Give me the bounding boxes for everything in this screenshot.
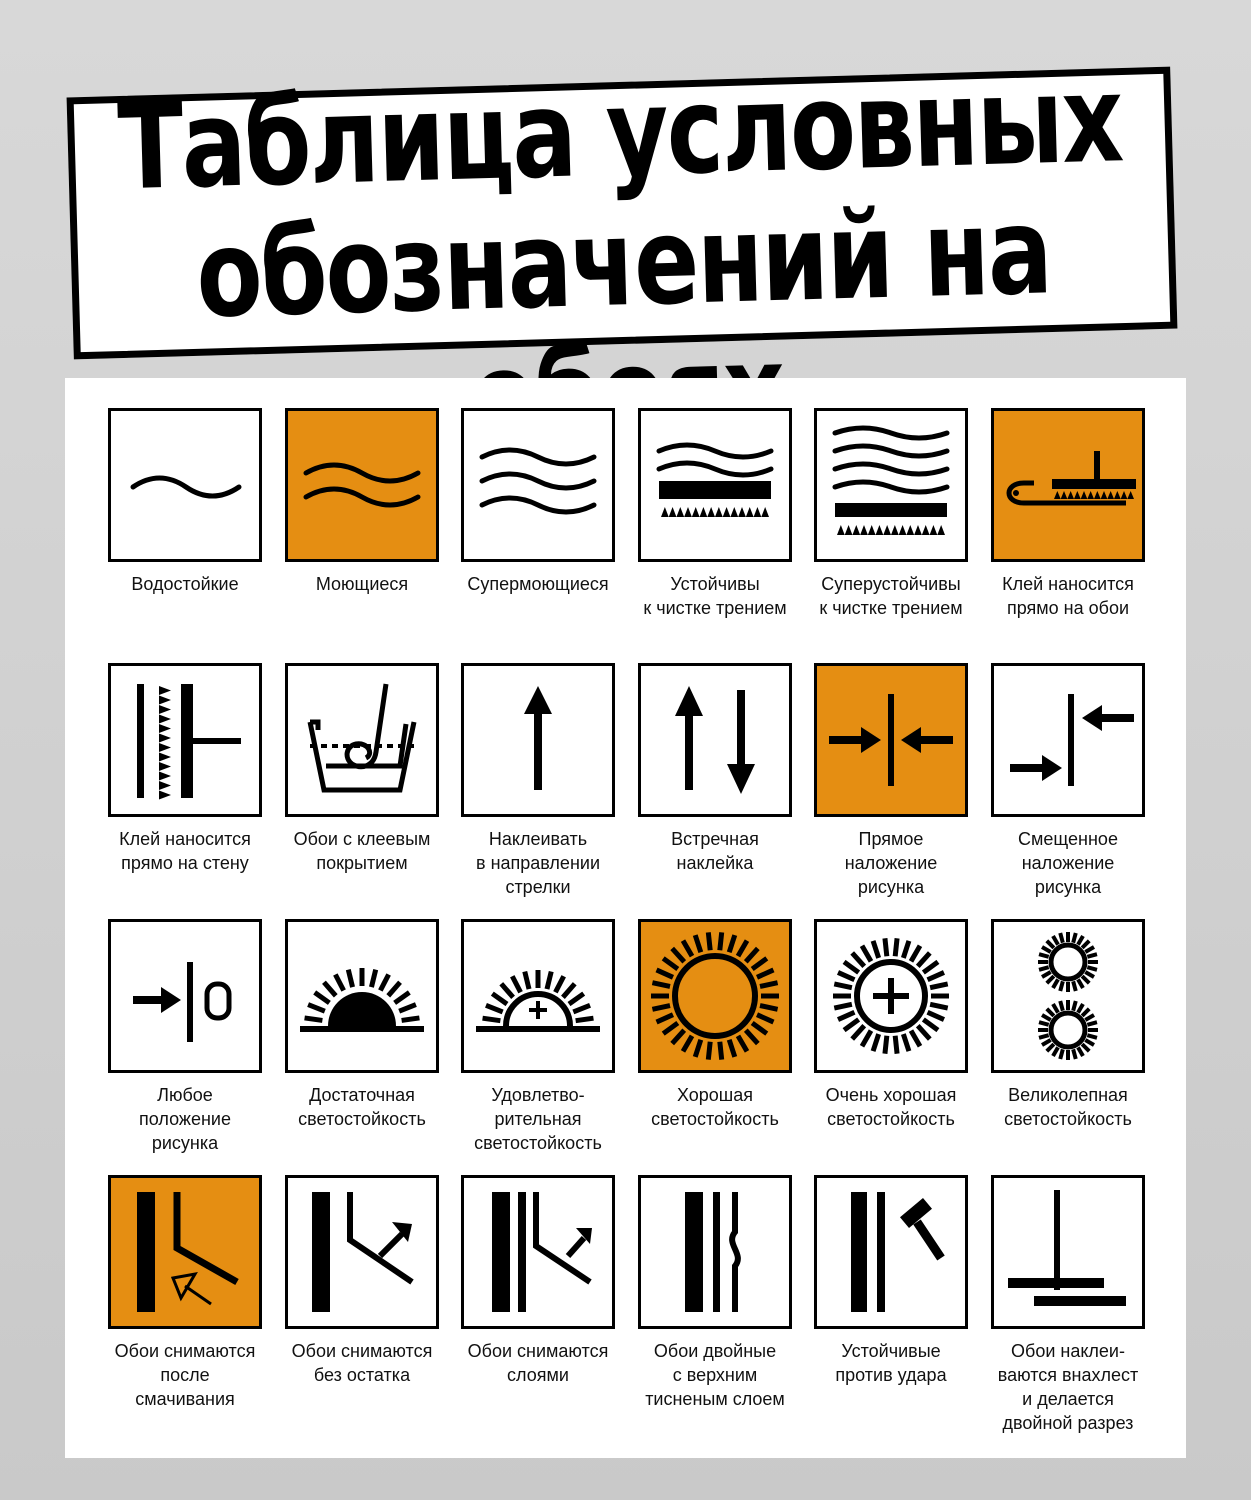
symbol-label: Обои наклеи- ваются внахлест и делается двойной разрез [997, 1341, 1139, 1433]
symbol-label: Обои снимаются слоями [467, 1341, 609, 1385]
symbol-label: Обои с клеевым покрытием [293, 829, 431, 873]
symbol-frame [814, 663, 968, 817]
symbol-label: Моющиеся [315, 574, 409, 594]
symbol-label: Хорошая светостойкость [651, 1085, 779, 1129]
symbol-frame [108, 1175, 262, 1329]
symbol-label: Великолепная светостойкость [1004, 1085, 1132, 1129]
symbol-label: Клей наносится прямо на обои [1002, 574, 1134, 618]
symbol-frame [991, 1175, 1145, 1329]
symbol-frame [991, 663, 1145, 817]
symbol-label: Устойчивые против удара [835, 1341, 947, 1385]
symbol-label: Встречная наклейка [671, 829, 759, 873]
title-line-2: обозначений на [194, 181, 1053, 345]
symbol-label: Любое положение рисунка [139, 1085, 231, 1153]
symbol-label: Наклеивать в направлении стрелки [476, 829, 600, 897]
symbol-frame [285, 663, 439, 817]
symbol-frame [285, 408, 439, 562]
symbol-frame [638, 919, 792, 1073]
symbols-panel [65, 378, 1186, 1458]
symbol-frame [285, 919, 439, 1073]
symbol-label: Водостойкие [131, 574, 239, 594]
title-banner [67, 49, 1178, 360]
symbol-label: Клей наносится прямо на стену [119, 829, 251, 873]
symbol-label: Достаточная светостойкость [298, 1085, 426, 1129]
symbol-frame [814, 408, 968, 562]
symbol-label: Прямое наложение рисунка [844, 829, 938, 897]
symbol-frame [461, 919, 615, 1073]
symbol-frame [461, 408, 615, 562]
symbol-frame [991, 919, 1145, 1073]
symbol-label: Обои снимаются после смачивания [114, 1341, 256, 1409]
symbol-label: Обои снимаются без остатка [291, 1341, 433, 1385]
symbol-frame [638, 1175, 792, 1329]
symbol-frame [814, 1175, 968, 1329]
symbol-frame [814, 919, 968, 1073]
symbol-frame [108, 919, 262, 1073]
symbol-label: Смещенное наложение рисунка [1018, 829, 1118, 897]
symbol-frame [108, 408, 262, 562]
symbol-label: Удовлетво- рительная светостойкость [474, 1085, 602, 1153]
symbol-label: Очень хорошая светостойкость [825, 1085, 957, 1129]
symbol-label: Устойчивы к чистке трением [643, 574, 787, 618]
symbol-frame [638, 663, 792, 817]
symbol-frame [461, 1175, 615, 1329]
symbol-frame [638, 408, 792, 562]
symbol-frame [285, 1175, 439, 1329]
symbol-frame [991, 408, 1145, 562]
symbol-label: Суперустойчивы к чистке трением [819, 574, 963, 618]
symbol-frame [461, 663, 615, 817]
title-line-1: Таблица условных [116, 49, 1124, 218]
symbol-label: Супермоющиеся [467, 574, 609, 594]
symbol-label: Обои двойные с верхним тисненым слоем [645, 1341, 785, 1409]
symbol-frame [108, 663, 262, 817]
